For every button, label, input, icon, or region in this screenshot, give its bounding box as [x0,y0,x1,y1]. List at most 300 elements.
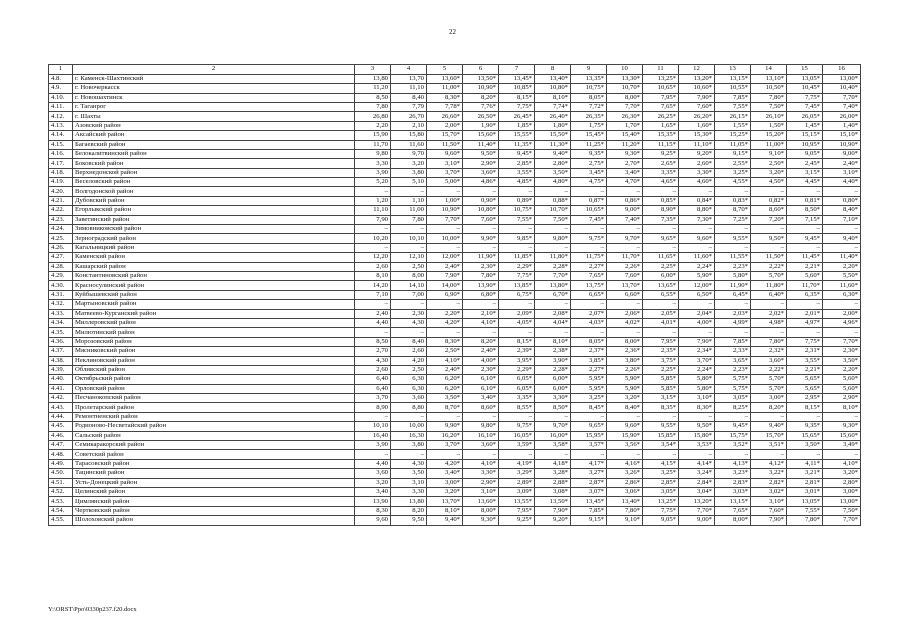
value-cell: – [643,450,679,459]
value-cell: 15,60* [823,431,861,440]
column-header: 9 [571,65,607,75]
row-number: 4.16. [49,149,73,158]
value-cell: 3,50* [535,168,571,177]
table-row [49,300,861,309]
value-cell: – [571,450,607,459]
value-cell: – [391,243,427,252]
value-cell: 6,35* [787,290,823,299]
table-row [49,356,861,365]
value-cell: 2,09* [499,309,535,318]
value-cell: – [751,300,787,309]
value-cell: 2,37* [571,347,607,356]
value-cell: 6,40 [355,384,391,393]
table-row [49,281,861,290]
value-cell: 8,10* [535,337,571,346]
value-cell: 2,21* [787,365,823,374]
value-cell: 26,40* [535,112,571,121]
value-cell: 13,15* [715,74,751,83]
value-cell: 2,39* [499,347,535,356]
value-cell: 3,80 [391,168,427,177]
value-cell: – [463,450,499,459]
value-cell: 15,65* [787,431,823,440]
value-cell: – [499,225,535,234]
value-cell: 6,60* [607,290,643,299]
value-cell: – [427,300,463,309]
value-cell: – [751,225,787,234]
value-cell: – [643,187,679,196]
value-cell: 2,23* [715,262,751,271]
row-number: 4.10. [49,93,73,102]
value-cell: 0,87* [571,196,607,205]
value-cell: 2,23* [715,365,751,374]
value-cell: 16,30 [391,431,427,440]
value-cell: 5,80* [679,384,715,393]
value-cell: 8,05* [571,93,607,102]
district-name: Тарасовский район [73,459,355,468]
value-cell: 2,27* [571,365,607,374]
value-cell: – [571,243,607,252]
value-cell: 8,35* [643,403,679,412]
value-cell: 2,36* [607,347,643,356]
value-cell: 2,20* [427,309,463,318]
column-header: 11 [643,65,679,75]
value-cell: 8,80* [679,206,715,215]
value-cell: 8,20* [463,337,499,346]
value-cell: 3,00* [823,487,861,496]
value-cell: 10,20 [355,234,391,243]
column-header: 6 [463,65,499,75]
value-cell: 2,08* [535,309,571,318]
value-cell: 10,95* [787,140,823,149]
value-cell: 6,10* [463,384,499,393]
table-row [49,516,861,525]
value-cell: 11,15* [643,140,679,149]
value-cell: 5,50* [823,272,861,281]
value-cell: 6,75* [499,290,535,299]
value-cell: 2,20* [823,365,861,374]
value-cell: 7,85* [571,506,607,515]
value-cell: 4,02* [607,318,643,327]
district-name: Красносулинский район [73,281,355,290]
value-cell: 4,65* [643,178,679,187]
value-cell: – [787,450,823,459]
table-row [49,441,861,450]
value-cell: 2,31* [787,347,823,356]
value-cell: 3,54* [643,441,679,450]
table-row [49,196,861,205]
value-cell: 7,74* [535,102,571,111]
value-cell: 16,20* [427,431,463,440]
value-cell: 7,65* [643,102,679,111]
value-cell: 13,75* [571,281,607,290]
value-cell: 11,70* [787,281,823,290]
value-cell: 5,65* [787,375,823,384]
value-cell: 3,27* [571,469,607,478]
table-row [49,253,861,262]
value-cell: 8,90* [643,206,679,215]
value-cell: 3,15* [643,394,679,403]
value-cell: 8,20* [463,93,499,102]
value-cell: 4,55* [715,178,751,187]
value-cell: 6,30* [823,290,861,299]
value-cell: 13,05* [787,497,823,506]
district-name: Обливский район [73,365,355,374]
value-cell: – [715,243,751,252]
value-cell: 11,45* [787,253,823,262]
value-cell: 9,10* [751,149,787,158]
value-cell: – [679,225,715,234]
value-cell: 11,00* [751,140,787,149]
value-cell: 7,90* [427,272,463,281]
row-number: 4.48. [49,450,73,459]
value-cell: 7,85* [715,337,751,346]
district-name: Кашарский район [73,262,355,271]
value-cell: – [715,187,751,196]
table-row [49,394,861,403]
value-cell: 9,60 [355,516,391,525]
value-cell: 3,70* [427,168,463,177]
value-cell: 3,03* [715,487,751,496]
row-number: 4.39. [49,365,73,374]
value-cell: 3,00* [427,478,463,487]
value-cell: – [571,225,607,234]
value-cell: 7,60* [607,272,643,281]
value-cell: 6,00* [535,384,571,393]
table-row [49,506,861,515]
value-cell: 8,10* [823,403,861,412]
value-cell: 2,90* [463,478,499,487]
table-row [49,365,861,374]
value-cell: 7,80* [787,516,823,525]
value-cell: 5,20 [355,178,391,187]
value-cell: – [535,450,571,459]
value-cell: 11,60 [391,140,427,149]
value-cell: 0,83* [715,196,751,205]
value-cell: 3,60 [391,394,427,403]
value-cell: 11,50* [751,253,787,262]
value-cell: – [679,450,715,459]
row-number: 4.13. [49,121,73,130]
value-cell: 4,86* [463,178,499,187]
table-row [49,243,861,252]
value-cell: 4,40* [823,178,861,187]
value-cell: 11,10* [679,140,715,149]
row-number: 4.37. [49,347,73,356]
value-cell: 3,20* [427,487,463,496]
value-cell: 9,45* [787,234,823,243]
value-cell: 15,50* [535,131,571,140]
value-cell: – [823,300,861,309]
table-row [49,337,861,346]
value-cell: 3,15* [787,168,823,177]
value-cell: 4,20* [427,318,463,327]
value-cell: 5,65* [787,384,823,393]
value-cell: – [751,187,787,196]
value-cell: – [499,243,535,252]
value-cell: 9,30* [463,516,499,525]
value-cell: 10,55* [715,84,751,93]
column-header: 4 [391,65,427,75]
value-cell: 13,10* [751,74,787,83]
table-row [49,234,861,243]
district-name: Пролетарский район [73,403,355,412]
value-cell: 9,65* [571,422,607,431]
value-cell: 9,55* [643,422,679,431]
district-name: Октябрьский район [73,375,355,384]
value-cell: 2,85* [643,478,679,487]
value-cell: 7,70* [607,102,643,111]
value-cell: 3,20 [391,159,427,168]
table-row [49,262,861,271]
value-cell: 9,40* [427,516,463,525]
district-name: г. Новочеркасск [73,84,355,93]
value-cell: – [427,243,463,252]
value-cell: 7,95* [643,93,679,102]
district-name: Тацинский район [73,469,355,478]
value-cell: 2,01* [787,309,823,318]
value-cell: – [535,328,571,337]
value-cell: 7,90* [751,516,787,525]
value-cell: – [607,243,643,252]
value-cell: 11,50* [427,140,463,149]
value-cell: – [427,450,463,459]
value-cell: 12,10 [391,253,427,262]
value-cell: 7,78* [427,102,463,111]
value-cell: 3,22* [751,469,787,478]
value-cell: 7,20* [751,215,787,224]
value-cell: – [427,328,463,337]
value-cell: 4,70* [607,178,643,187]
value-cell: 2,20 [355,121,391,130]
value-cell: 15,35* [643,131,679,140]
district-name: Неклиновский район [73,356,355,365]
value-cell: 8,40* [607,403,643,412]
district-name: г. Шахты [73,112,355,121]
row-number: 4.53. [49,497,73,506]
value-cell: 5,60* [823,384,861,393]
value-cell: 9,25* [499,516,535,525]
district-name: Целинский район [73,487,355,496]
district-name: Азовский район [73,121,355,130]
value-cell: 4,10* [463,318,499,327]
district-name: г. Новошахтинск [73,93,355,102]
value-cell: 3,30* [463,469,499,478]
row-number: 4.29. [49,272,73,281]
value-cell: 15,40* [607,131,643,140]
value-cell: 7,75* [787,93,823,102]
value-cell: – [715,450,751,459]
value-cell: 8,90 [355,403,391,412]
value-cell: 10,80* [535,84,571,93]
value-cell: 8,40 [391,93,427,102]
value-cell: 11,60* [679,253,715,262]
value-cell: 7,70* [679,506,715,515]
value-cell: 8,50* [535,403,571,412]
row-number: 4.12. [49,112,73,121]
value-cell: 2,07* [571,309,607,318]
value-cell: 3,35* [499,394,535,403]
value-cell: 7,65* [715,506,751,515]
value-cell: 15,20* [751,131,787,140]
value-cell: 8,20* [751,403,787,412]
value-cell: 7,75* [787,337,823,346]
value-cell: 10,50* [751,84,787,93]
value-cell: 10,85* [499,84,535,93]
row-number: 4.11. [49,102,73,111]
table-row [49,431,861,440]
value-cell: 4,05* [499,318,535,327]
value-cell: 3,65* [715,356,751,365]
value-cell: – [571,328,607,337]
value-cell: 8,45* [571,403,607,412]
district-name: Семикаракорский район [73,441,355,450]
value-cell: 2,34* [679,347,715,356]
value-cell: 5,60* [787,272,823,281]
table-row [49,459,861,468]
value-cell: – [499,450,535,459]
row-number: 4.22. [49,206,73,215]
value-cell: – [643,412,679,421]
value-cell: 3,25* [571,394,607,403]
value-cell: 9,80 [355,149,391,158]
value-cell: 13,05* [787,74,823,83]
value-cell: 2,26* [607,262,643,271]
value-cell: 7,50* [535,215,571,224]
value-cell: 2,70* [607,159,643,168]
value-cell: 9,50* [751,234,787,243]
value-cell: 14,20 [355,281,391,290]
value-cell: 7,30* [679,215,715,224]
value-cell: 4,60* [679,178,715,187]
value-cell: 2,60* [679,159,715,168]
table-row [49,487,861,496]
value-cell: 26,25* [643,112,679,121]
table-row [49,478,861,487]
value-cell: 5,70* [751,272,787,281]
table-row [49,384,861,393]
value-cell: 2,40* [427,365,463,374]
value-cell: 4,75* [571,178,607,187]
value-cell: 3,40* [427,469,463,478]
column-header: 3 [355,65,391,75]
value-cell: 14,00* [427,281,463,290]
value-cell: 3,25* [715,168,751,177]
value-cell: 7,70* [823,93,861,102]
value-cell: 2,25* [643,365,679,374]
value-cell: 3,95* [499,356,535,365]
value-cell: 13,20* [679,497,715,506]
value-cell: 11,90* [715,281,751,290]
value-cell: 4,40 [355,318,391,327]
value-cell: – [355,412,391,421]
value-cell: – [751,243,787,252]
district-name: Кагальницкий район [73,243,355,252]
value-cell: 26,60* [427,112,463,121]
row-number: 4.35. [49,328,73,337]
value-cell: – [607,450,643,459]
value-cell: 3,07* [571,487,607,496]
value-cell: 8,00* [607,93,643,102]
value-cell: 15,90 [355,131,391,140]
value-cell: 7,80* [751,93,787,102]
value-cell: 2,30* [463,365,499,374]
value-cell: 2,80* [535,159,571,168]
value-cell: 12,00* [427,253,463,262]
value-cell: 1,60* [679,121,715,130]
value-cell: 0,89* [499,196,535,205]
value-cell: 10,70* [607,84,643,93]
value-cell: 7,90* [679,93,715,102]
value-cell: 8,20 [391,506,427,515]
column-header: 8 [535,65,571,75]
value-cell: 3,20 [355,478,391,487]
value-cell: 8,05* [571,337,607,346]
table-row [49,93,861,102]
value-cell: 13,70 [391,74,427,83]
value-cell: 4,98* [751,318,787,327]
row-number: 4.52. [49,487,73,496]
value-cell: 7,85* [715,93,751,102]
value-cell: 8,50 [355,337,391,346]
value-cell: 2,88* [535,478,571,487]
value-cell: 10,45* [787,84,823,93]
value-cell: 3,28* [535,469,571,478]
value-cell: 0,85* [643,196,679,205]
value-cell: 3,55* [787,356,823,365]
value-cell: 3,80* [607,356,643,365]
value-cell: 4,13* [715,459,751,468]
value-cell: – [643,225,679,234]
value-cell: – [679,328,715,337]
value-cell: 8,50* [787,206,823,215]
table-row [49,121,861,130]
value-cell: 4,01* [643,318,679,327]
value-cell: 7,95* [499,506,535,515]
value-cell: 9,85* [499,234,535,243]
value-cell: – [679,187,715,196]
value-cell: 13,80 [391,497,427,506]
value-cell: – [751,412,787,421]
value-cell: 0,90* [463,196,499,205]
value-cell: 3,56* [607,441,643,450]
value-cell: 11,35* [499,140,535,149]
value-cell: 4,45* [787,178,823,187]
value-cell: 2,50 [391,262,427,271]
value-cell: – [751,328,787,337]
table-row [49,309,861,318]
table-row [49,347,861,356]
value-cell: 4,80* [535,178,571,187]
value-cell: 7,50* [751,102,787,111]
value-cell: 3,70* [427,441,463,450]
value-cell: – [787,328,823,337]
value-cell: 3,60 [355,469,391,478]
value-cell: 15,10* [823,131,861,140]
value-cell: 9,20* [679,149,715,158]
value-cell: 7,50* [823,506,861,515]
value-cell: – [463,328,499,337]
value-cell: 15,95* [571,431,607,440]
table-row [49,403,861,412]
value-cell: – [823,328,861,337]
value-cell: 2,40* [463,347,499,356]
value-cell: 0,82* [751,196,787,205]
value-cell: – [607,300,643,309]
value-cell: 3,25* [643,469,679,478]
value-cell: 7,10 [355,290,391,299]
value-cell: 2,82* [751,478,787,487]
value-cell: 2,85* [499,159,535,168]
